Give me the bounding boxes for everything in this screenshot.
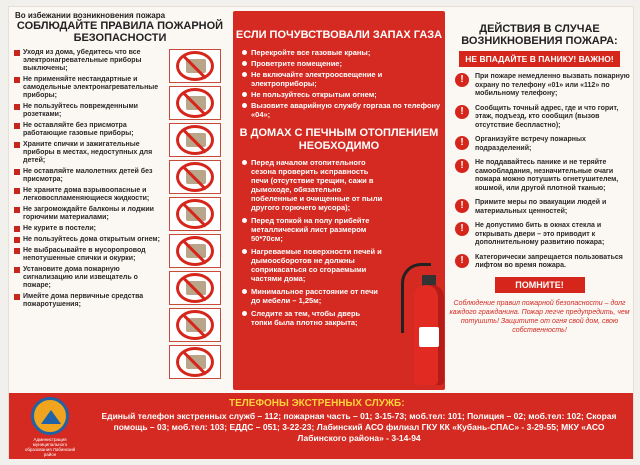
list-item: ! Категорически запрещается пользоваться лифтом во время пожара. xyxy=(449,254,630,271)
warning-icon: ! xyxy=(455,199,469,213)
list-item: Проветрите помещение; xyxy=(233,59,445,68)
warning-icon: ! xyxy=(455,222,469,236)
emergency-footer xyxy=(9,393,633,459)
logo-caption: Администрация муниципального образования Лабинский район xyxy=(24,437,76,457)
list-item: ! Организуйте встречу пожарных подразделений; xyxy=(449,136,630,153)
bullet-icon xyxy=(242,249,247,254)
list-item: Не оставляйте малолетних детей без присмотра; xyxy=(13,168,163,184)
list-item: Храните спички и зажигательные приборы в местах, недоступных для детей; xyxy=(13,141,163,165)
warning-icon: ! xyxy=(455,254,469,268)
panic-banner: НЕ ВПАДАЙТЕ В ПАНИКУ! ВАЖНО! xyxy=(459,51,620,67)
gas-heading: ЕСЛИ ПОЧУВСТВОВАЛИ ЗАПАХ ГАЗА xyxy=(235,29,443,41)
list-item: Не загромождайте балконы и лоджии горючими материалами; xyxy=(13,206,163,222)
list-item: Не оставляйте без присмотра работающие газовые приборы; xyxy=(13,122,163,138)
gas-list xyxy=(233,48,445,119)
left-intro: Во избежании возникновения пожара xyxy=(15,11,166,20)
list-item: ! Сообщить точный адрес, где и что горит, этаж, подъезд, кто сообщил (вызов отсутствие беспластно); xyxy=(449,105,630,131)
balcony-icon xyxy=(169,308,221,342)
appliances-icon xyxy=(169,86,221,120)
right-column xyxy=(449,11,630,390)
list-item: ! Не допустимо бить в окнах стекла и открывать двери – это приводит к дополнительному развитию пожара; xyxy=(449,222,630,248)
list-item: Не пользуйтесь поврежденными розетками; xyxy=(13,103,163,119)
child-icon xyxy=(169,234,221,268)
list-item: Не включайте электроосвещение и электроприборы; xyxy=(233,70,445,88)
bullet-icon xyxy=(14,248,20,254)
bullet-icon xyxy=(14,226,20,232)
list-item: Не пользуйтесь открытым огнем; xyxy=(233,90,445,99)
bullet-icon xyxy=(242,72,247,77)
list-item: Перед топкой на полу прибейте металлический лист размером 50*70см; xyxy=(233,216,383,243)
warning-icon: ! xyxy=(455,105,469,119)
bullet-icon xyxy=(14,77,20,83)
list-item: Не выбрасывайте в мусоропровод непотушенные спички и окурки; xyxy=(13,247,163,263)
socket-icon xyxy=(169,123,221,157)
bullet-icon xyxy=(242,103,247,108)
warning-icon: ! xyxy=(455,159,469,173)
list-item: Не курите в постели; xyxy=(13,225,163,233)
bullet-icon xyxy=(14,188,20,194)
list-item: Уходя из дома, убедитесь что все электронагревательные приборы выключены; xyxy=(13,49,163,73)
bullet-icon xyxy=(242,50,247,55)
bullet-icon xyxy=(14,267,20,273)
district-logo xyxy=(21,397,79,457)
list-item: ! Примите меры по эвакуации людей и материальных ценностей; xyxy=(449,199,630,216)
bullet-icon xyxy=(242,61,247,66)
bullet-icon xyxy=(14,237,20,243)
fire-extinguisher-icon xyxy=(399,257,454,389)
stove-heading: В ДОМАХ С ПЕЧНЫМ ОТОПЛЕНИЕМ НЕОБХОДИМО xyxy=(239,127,439,152)
bullet-icon xyxy=(242,218,247,223)
left-column xyxy=(13,11,227,390)
list-item: Не пользуйтесь дома открытым огнем; xyxy=(13,236,163,244)
stove-icon xyxy=(169,160,221,194)
list-item: Перекройте все газовые краны; xyxy=(233,48,445,57)
list-item: Следите за тем, чтобы дверь топки была плотно закрыта; xyxy=(233,309,383,327)
bullet-icon xyxy=(14,207,20,213)
list-item: ! При пожаре немедленно вызвать пожарную охрану по телефону «01» или «112» по мобильному телефону; xyxy=(449,73,630,99)
actions-heading: ДЕЙСТВИЯ В СЛУЧАЕ ВОЗНИКНОВЕНИЯ ПОЖАРА: xyxy=(461,23,618,47)
bullet-icon xyxy=(14,169,20,175)
list-item: Минимальное расстояние от печи до мебели – 1,25м; xyxy=(233,287,383,305)
bullet-icon xyxy=(242,311,247,316)
bullet-icon xyxy=(14,142,20,148)
warning-icon: ! xyxy=(455,136,469,150)
phones-text: Единый телефон экстренных служб – 112; пожарная часть – 01; 3-15-73; моб.тел: 101; Полиция – 02; моб.тел: 102; Скорая помощь – 03; моб.тел: 103; ЕДДС – 051; 3-22-23; Лабинский АСО филиал ГКУ КК «Кубань-СПАС» - 3-29-55; МКУ «АСО Лабинского района» - 3-14-94 xyxy=(101,411,617,443)
matches-icon xyxy=(169,197,221,231)
closing-note: Соблюдение правил пожарной безопасности – долг каждого гражданина. Пожар легче предупредить, чем потушить! Защитите от огня свой дом, свою собственность! xyxy=(449,299,630,334)
bullet-icon xyxy=(242,289,247,294)
left-list xyxy=(13,49,163,312)
bed-smoking-icon xyxy=(169,345,221,379)
bullet-icon xyxy=(14,123,20,129)
bullet-icon xyxy=(242,160,247,165)
emblem-icon xyxy=(31,397,69,435)
list-item: Вызовите аварийную службу горгаза по телефону «04»; xyxy=(233,101,445,119)
list-item: Не применяйте нестандартные и самодельные электронагревательные приборы; xyxy=(13,76,163,100)
list-item: Перед началом отопительного сезона проверить исправность печи (отсутствие трещин, сажи в дымоходе, обязательно побеленные и очищенные от пыли другого горючего мусора); xyxy=(233,158,383,212)
bullet-icon xyxy=(14,104,20,110)
left-heading: СОБЛЮДАЙТЕ ПРАВИЛА ПОЖАРНОЙ БЕЗОПАСНОСТИ xyxy=(16,20,224,44)
list-item: Не храните дома взрывоопасные и легковоспламеняющиеся жидкости; xyxy=(13,187,163,203)
bullet-icon xyxy=(14,294,20,300)
bullet-icon xyxy=(14,50,20,56)
list-item: Имейте дома первичные средства пожаротушения; xyxy=(13,293,163,309)
canisters-icon xyxy=(169,271,221,305)
list-item: Установите дома пожарную сигнализацию или извещатель о пожаре; xyxy=(13,266,163,290)
heater-icon xyxy=(169,49,221,83)
phones-heading: ТЕЛЕФОНЫ ЭКСТРЕННЫХ СЛУЖБ: xyxy=(229,398,405,409)
illustration-strip xyxy=(169,49,225,382)
bullet-icon xyxy=(242,92,247,97)
fire-safety-poster xyxy=(8,6,634,459)
remember-badge: ПОМНИТЕ! xyxy=(495,277,585,293)
list-item: ! Не поддавайтесь панике и не теряйте самообладания, незначительные очаги пожара можно потушить огнетушителем, кошмой, или другой плотной тканью; xyxy=(449,159,630,193)
warning-icon: ! xyxy=(455,73,469,87)
list-item: Нагреваемые поверхности печей и дымоосборотов не должны соприкасаться со сгораемыми частями дома; xyxy=(233,247,383,283)
